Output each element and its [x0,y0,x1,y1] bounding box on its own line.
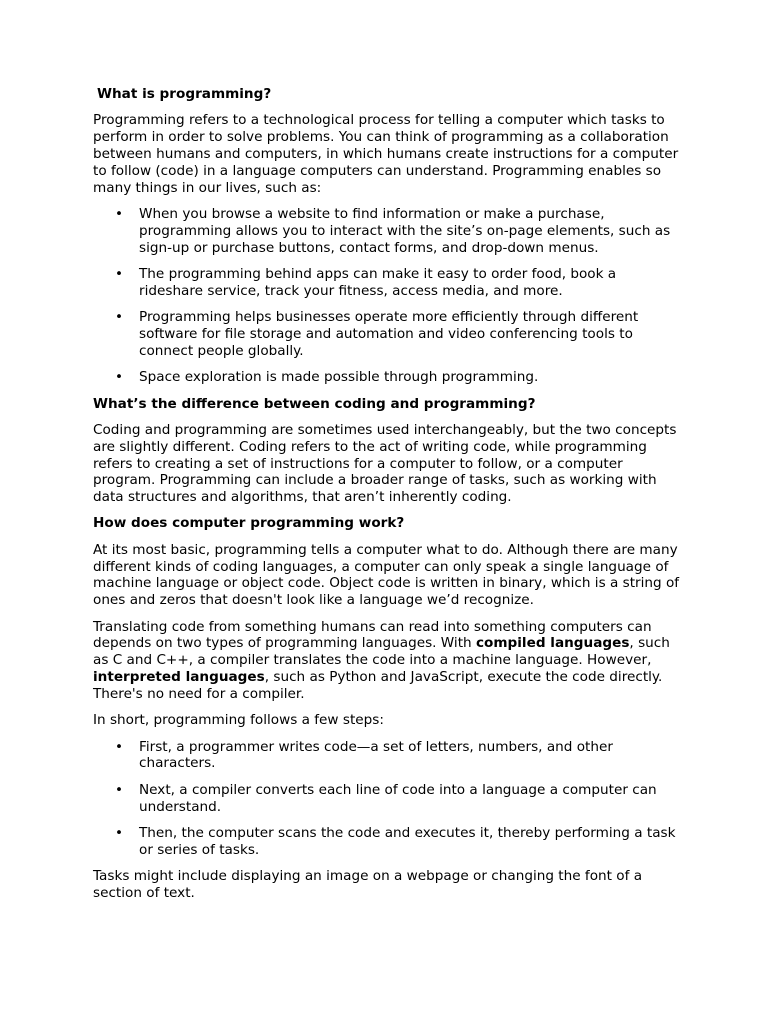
list-item [93,266,683,300]
list-item-text: When you browse a website to find information or make a purchase, programming allows you to interact with the site’s on-page elements, such as sign-up or purchase buttons, contact forms, and drop-down menus. [139,205,671,256]
document-page [93,86,683,911]
list-item [93,782,683,816]
bullet-list-uses [93,206,683,386]
text-run: , such as Python and JavaScript, execute the code directly. There's no need for a compiler. [93,669,663,702]
paragraph-tasks: Tasks might include displaying an image on a webpage or changing the font of a section of text. [93,868,643,901]
list-item-text: Programming helps businesses operate more efficiently through different software for file storage and automation and video conferencing tools to connect people globally. [139,309,639,359]
bullet-glyph: • [115,369,124,386]
text-run: , such as C and C++, a compiler translates the code into a machine language. However, [93,635,670,669]
bold-interpreted-languages: interpreted languages [93,669,265,686]
list-item [93,369,683,386]
list-item [93,825,683,859]
list-item-text: Space exploration is made possible through programming. [139,369,539,386]
bullet-glyph: • [115,738,124,755]
bullet-glyph: • [115,825,124,841]
paragraph-intro: Programming refers to a technological process for telling a computer which tasks to perform in order to solve problems. You can think of programming as a collaboration between humans and computers, in which humans create instructions for a computer to follow (code) in a language computers can understand. Programming enables so many things in our lives, such as: [93,112,679,196]
list-item [93,206,683,256]
paragraph-coding-vs-programming: Coding and programming are sometimes used interchangeably, but the two concepts are slightly different. Coding refers to the act of writing code, while programming refers to creating a set of instructions for a computer to follow, or a computer program. Programming can include a broader range of tasks, such as working with data structures and algorithms, that aren’t inherently coding. [93,421,677,506]
paragraph-steps-intro: In short, programming follows a few steps: [93,712,384,729]
list-item-text: The programming behind apps can make it easy to order food, book a rideshare service, track your fitness, access media, and more. [139,265,617,299]
list-item [93,309,683,359]
paragraph-basics: At its most basic, programming tells a computer what to do. Although there are many different kinds of coding languages, a computer can only speak a single language of machine language or object code. Object code is written in binary, which is a string of ones and zeros that doesn't look like a language we’d recognize. [93,541,680,609]
list-item-text: First, a programmer writes code—a set of letters, numbers, and other characters. [139,738,613,772]
heading-what-is-programming: What is programming? [97,86,272,102]
bullet-glyph: • [115,309,124,326]
bullet-glyph: • [115,781,124,798]
bullet-list-steps [93,739,683,859]
list-item [93,739,683,773]
list-item-text: Then, the computer scans the code and executes it, thereby performing a task or series of tasks. [139,825,676,858]
heading-how-programming-works: How does computer programming work? [93,515,405,532]
paragraph-translating-code [93,619,683,703]
list-item-text: Next, a compiler converts each line of code into a language a computer can understand. [139,781,657,815]
text-run: Translating code from something humans can read into something computers can depends on two types of programming languages. With [93,618,652,652]
bold-compiled-languages: compiled languages [475,635,630,652]
bullet-glyph: • [115,265,124,282]
heading-coding-vs-programming: What’s the difference between coding and programming? [93,395,536,412]
bullet-glyph: • [115,205,124,222]
